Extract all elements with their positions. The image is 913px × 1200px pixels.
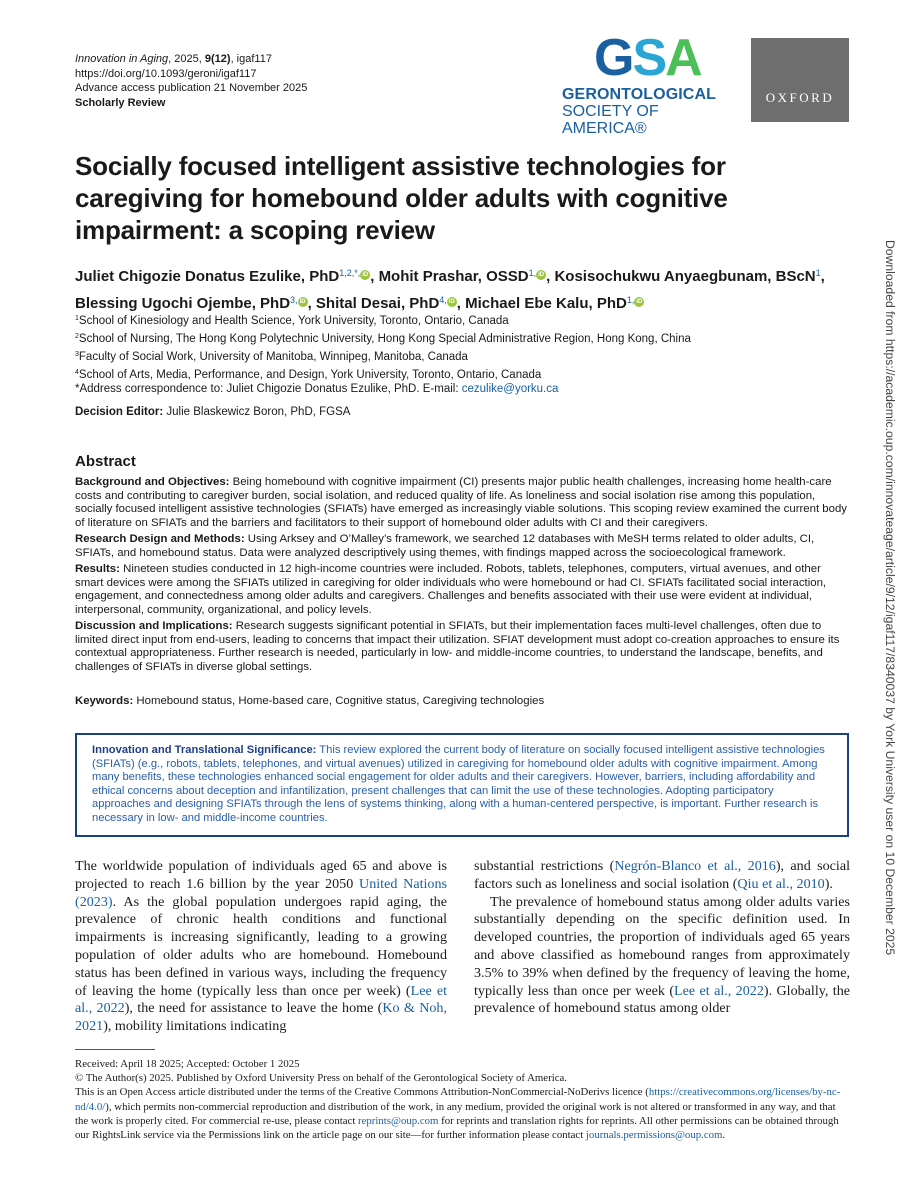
abstract-section-text: Being homebound with cognitive impairment (CI) presents major public health challenges, increasing home health-care costs and contributing to caregiver burden, social isolation, and reduced quality of life. As loneliness and social isolation rise among this population, socially focused intelligent assistive technologies (SFIATs) have emerged as increasingly viable solutions. This scoping review examined the current body of literature on SFIATs and the barriers and facilitators to their support of homebound older adults with CI and their caregivers. <box>75 476 847 529</box>
affiliation-number: 4 <box>75 369 79 376</box>
body-text: The worldwide population of individuals aged 65 and above is projected to reach 1.6 billion by the year 2050 <box>75 858 447 892</box>
body-paragraph <box>474 894 850 1019</box>
innovation-label: Innovation and Translational Significance: <box>92 744 317 756</box>
journal-year: , 2025, <box>168 53 205 65</box>
citation-link[interactable]: Lee et al., 2022 <box>75 982 447 1017</box>
gsa-logo[interactable] <box>562 29 742 137</box>
article-title: Socially focused intelligent assistive technologies for caregiving for homebound older adults with cognitive impairment: a scoping review <box>75 151 728 245</box>
abstract-heading: Abstract <box>75 453 136 470</box>
abstract-section-label: Background and Objectives: <box>75 476 230 488</box>
gsa-letter-a: A <box>665 29 701 87</box>
oxford-logo[interactable] <box>751 38 849 122</box>
citation-link[interactable]: Qiu et al., 2010 <box>737 875 825 892</box>
license-text: for reprints and translation rights for reprints. All other permissions can be obtained through our RightsLink service via the Permissions link on the article page on our site—for further information please contact <box>75 1114 839 1142</box>
body-text: . As the global population undergoes rapid aging, the prevalence of chronic health conditions and functional impairments is increasing significantly, leading to a growing population of older adults who are homebound. Homebound status has been defined in various ways, including the frequency of leaving the home (typically less than once per week) ( <box>75 893 447 999</box>
author-name[interactable]: Michael Ebe Kalu, PhD <box>465 294 627 312</box>
affiliation-item <box>75 365 855 383</box>
license-text: This is an Open Access article distributed under the terms of the Creative Commons Attribution-NonCommercial-NoDerivs licence ( <box>75 1086 649 1099</box>
correspondence-text: *Address correspondence to: Juliet Chigozie Donatus Ezulike, PhD. E-mail: <box>75 383 462 395</box>
body-column-right <box>474 858 850 1018</box>
abstract-section-text: Nineteen studies conducted in 12 high-income countries were included. Robots, tablets, telephones, computers, virtual avenues, and other smart devices were among the SFIATs utilized in caregiving for older individuals who were homebound or had CI. SFIATs facilitated social interaction, engagement, and connectedness among older adults and caregivers. Challenges and benefits associated with their use were evident at individual, interpersonal, community, organizational, and policy levels. <box>75 563 827 616</box>
correspondence-email-link[interactable]: cezulike@yorku.ca <box>461 383 559 395</box>
author-list <box>75 262 850 315</box>
gsa-name-line2: SOCIETY OF AMERICA® <box>562 103 659 137</box>
affiliation-number: 3 <box>75 351 79 358</box>
journal-meta <box>75 52 307 110</box>
affiliation-text: School of Arts, Media, Performance, and Design, York University, Toronto, Ontario, Canada <box>78 369 542 381</box>
journal-citation <box>75 52 307 67</box>
affiliation-number: 2 <box>75 333 79 340</box>
article-id: , igaf117 <box>230 53 272 65</box>
gsa-letter-g: G <box>594 29 633 87</box>
license-text: ), which permits non-commercial reproduction and distribution of the work, in any medium, provided the original work is not altered or transformed in any way, and that the work is properly cited. For commercial re-use, please contact <box>75 1100 836 1127</box>
copyright-notice: © The Author(s) 2025. Published by Oxford University Press on behalf of the Gerontological Society of America. <box>75 1072 567 1085</box>
citation-link[interactable]: United Nations (2023) <box>75 875 447 910</box>
orcid-icon[interactable]: iD <box>448 298 455 305</box>
license-text: . <box>722 1129 726 1142</box>
keywords-text: Homebound status, Home-based care, Cognitive status, Caregiving technologies <box>133 695 545 707</box>
author-name[interactable]: Shital Desai, PhD <box>315 294 440 312</box>
gsa-name-line1: GERONTOLOGICAL <box>562 86 716 103</box>
doi-link[interactable]: https://doi.org/10.1093/geroni/igaf117 <box>75 67 257 80</box>
abstract-section <box>75 620 850 674</box>
author-sup[interactable]: 4, <box>439 294 447 305</box>
oxford-logo-text: OXFORD <box>765 90 835 105</box>
footer-divider <box>75 1049 155 1050</box>
innovation-text: This review explored the current body of literature on socially focused intelligent assistive technologies (SFIATs) (e.g., robots, tablets, telephones, and virtual avenues) utilized in caregiving for homebound older adults with cognitive impairment. Among many benefits, these technologies enhanced social engagement for older adults and their caregivers. However, barriers, including affordability and ethical concerns about deception and infantilization, present challenges that can limit the use of these technologies. Adopting participatory approaches and designing SFIATs through the lens of systems thinking, along with a human-centered perspective, is important. Further research is necessary in low- and middle-income countries. <box>92 744 825 824</box>
author-name[interactable]: Blessing Ugochi Ojembe, PhD <box>75 294 291 312</box>
gsa-letter-s: S <box>632 29 666 87</box>
body-column-left <box>75 858 447 1036</box>
orcid-icon[interactable]: iD <box>538 272 545 278</box>
author-separator: , <box>546 268 555 285</box>
abstract-section <box>75 563 850 617</box>
abstract-section <box>75 533 850 560</box>
abstract-section <box>75 476 850 530</box>
body-text: ), the need for assistance to leave the home ( <box>124 1000 383 1017</box>
abstract-section-label: Research Design and Methods: <box>75 533 245 545</box>
correspondence <box>75 382 558 397</box>
body-text: ). Globally, the prevalence of homebound status among older <box>474 982 850 1017</box>
abstract-section-label: Results: <box>75 563 120 575</box>
download-watermark-text: Downloaded from https://academic.oup.com/innovateage/article/9/12/igaf117/8340037 by York University user on 10 December 2025 <box>883 240 897 956</box>
author-sup[interactable]: 1, <box>626 294 635 305</box>
decision-editor <box>75 405 350 420</box>
orcid-icon[interactable]: iD <box>299 298 306 305</box>
orcid-icon[interactable]: iD <box>362 272 369 278</box>
keywords <box>75 694 544 708</box>
affiliation-text: School of Kinesiology and Health Science, York University, Toronto, Ontario, Canada <box>78 315 509 327</box>
abstract-body <box>75 476 850 677</box>
author-sup[interactable]: 3, <box>290 294 298 305</box>
author-name[interactable]: Mohit Prashar, OSSD <box>378 268 529 285</box>
citation-link[interactable]: Ko & Noh, 2021 <box>75 1000 448 1035</box>
reprints-email-link[interactable]: reprints@oup.com <box>358 1114 439 1127</box>
affiliations <box>75 311 855 383</box>
author-separator: , <box>456 294 466 312</box>
citation-link[interactable]: Lee et al., 2022 <box>674 982 764 999</box>
affiliation-item <box>75 311 855 329</box>
author-separator: , <box>820 268 825 285</box>
affiliation-text: Faculty of Social Work, University of Manitoba, Winnipeg, Manitoba, Canada <box>78 351 468 363</box>
advance-access: Advance access publication 21 November 2025 <box>75 82 308 94</box>
journal-name: Innovation in Aging <box>75 53 169 65</box>
keywords-label: Keywords: <box>75 695 134 707</box>
abstract-section-text: Research suggests significant potential in SFIATs, but their implementation faces multi-level challenges, often due to limited direct input from end-users, leading to concerns that impact their utilization. SFIAT development must adopt co-creation approaches to ensure its contextual appropriateness. Further research is needed, particularly in low- and middle-income countries, to understand the landscape, benefits, and challenges of SFIATs in diverse global settings. <box>75 620 840 673</box>
license-notice <box>75 1085 850 1142</box>
body-paragraph <box>474 858 850 894</box>
body-text: The prevalence of homebound status among older adults varies substantially depending on the specific definition used. In developed countries, the proportion of individuals aged 65 years and above classified as homebound ranges from approximately 3.5% to 39% when defined by the frequency of leaving the home, typically less than once per week ( <box>474 893 850 999</box>
author-sup[interactable]: 1 <box>815 268 821 278</box>
journal-volume: 9(12) <box>204 53 231 65</box>
abstract-section-text: Using Arksey and O’Malley’s framework, we searched 12 databases with MeSH terms related to older adults, CI, SFIATs, and homebound status. Data were analyzed descriptively using themes, with findings mapped across the socioecological framework. <box>75 533 815 559</box>
author-separator: , <box>307 294 316 312</box>
orcid-icon[interactable]: iD <box>636 298 643 305</box>
body-text: substantial restrictions ( <box>474 858 615 874</box>
innovation-significance-box <box>75 733 849 837</box>
abstract-section-label: Discussion and Implications: <box>75 620 233 632</box>
author-sup[interactable]: 1,2,*, <box>339 268 361 278</box>
editor-label: Decision Editor: <box>75 406 164 418</box>
body-text: ), and social factors such as loneliness and social isolation ( <box>474 858 850 892</box>
permissions-email-link[interactable]: journals.permissions@oup.com <box>585 1129 723 1142</box>
body-text: ). <box>824 875 833 892</box>
editor-name: Julie Blaskewicz Boron, PhD, FGSA <box>163 406 351 418</box>
citation-link[interactable]: Negrón-Blanco et al., 2016 <box>614 858 776 874</box>
author-name[interactable]: Juliet Chigozie Donatus Ezulike, PhD <box>75 268 340 285</box>
author-sup[interactable]: 1, <box>528 268 537 278</box>
download-watermark <box>883 240 904 960</box>
affiliation-item <box>75 329 855 347</box>
article-footer <box>75 1057 850 1142</box>
affiliation-number: 1 <box>75 315 79 322</box>
article-section: Scholarly Review <box>75 96 166 109</box>
affiliation-item <box>75 347 855 365</box>
body-text: ), mobility limitations indicating <box>103 1018 287 1035</box>
license-link[interactable]: https://creativecommons.org/licenses/by-nc-nd/4.0/ <box>75 1086 841 1113</box>
author-name[interactable]: Kosisochukwu Anyaegbunam, BScN <box>554 268 816 285</box>
author-separator: , <box>370 268 379 285</box>
affiliation-text: School of Nursing, The Hong Kong Polytechnic University, Hong Kong Special Administrative Region, Hong Kong, China <box>78 333 691 345</box>
gsa-letters <box>594 30 701 86</box>
received-dates: Received: April 18 2025; Accepted: October 1 2025 <box>75 1058 300 1070</box>
body-paragraph <box>75 858 447 1036</box>
